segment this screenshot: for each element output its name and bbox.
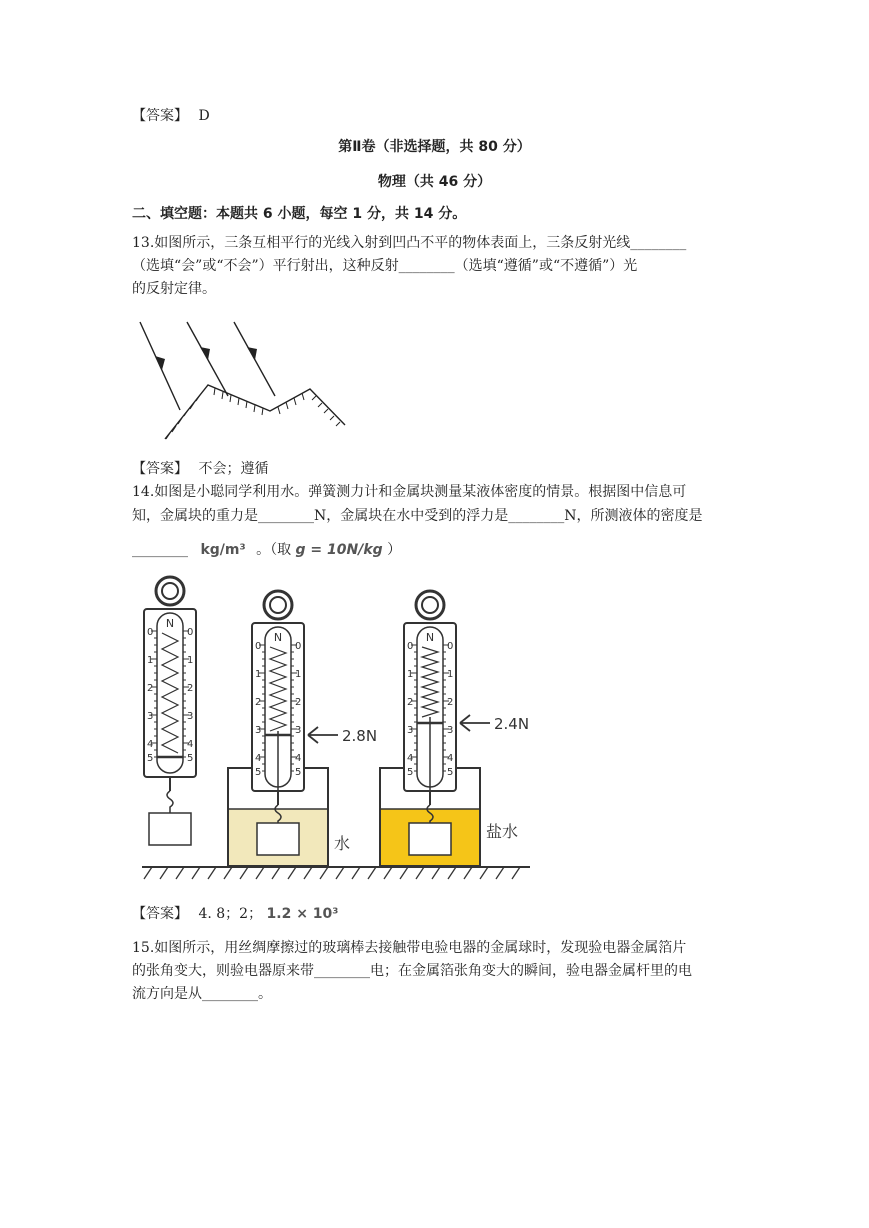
svg-text:3: 3 — [147, 711, 154, 722]
svg-text:0: 0 — [147, 627, 154, 638]
svg-text:0: 0 — [255, 641, 262, 652]
rough-surface — [165, 385, 345, 439]
svg-text:0: 0 — [407, 641, 414, 652]
section-heading: 二、填空题：本题共 6 小题，每空 1 分，共 14 分。 — [132, 206, 467, 222]
q13-line-2: （选填“会”或“不会”）平行射出，这种反射________（选填“遵循”或“不遵循”）光 — [132, 258, 638, 274]
metal-block-water — [257, 823, 299, 855]
liquid-label-saltwater: 盐水 — [486, 822, 519, 841]
q12-answer: D — [198, 108, 210, 124]
ray-arrow-2 — [200, 347, 210, 360]
metal-block-saltwater — [409, 823, 451, 855]
q15-line-2: 的张角变大，则验电器原来带________电；在金属箔张角变大的瞬间，验电器金属杆里的电 — [132, 963, 692, 979]
svg-text:3: 3 — [407, 725, 414, 736]
svg-text:4: 4 — [447, 753, 454, 764]
spring-scale-figure — [130, 575, 540, 887]
svg-text:4: 4 — [295, 753, 302, 764]
ray-arrow-3 — [247, 347, 257, 360]
unit-symbol: N — [165, 617, 175, 630]
svg-text:0: 0 — [187, 627, 194, 638]
svg-text:5: 5 — [255, 767, 262, 778]
q13-answer-line — [132, 459, 268, 479]
svg-text:3: 3 — [447, 725, 454, 736]
svg-text:2: 2 — [255, 697, 262, 708]
liquid-label-water: 水 — [334, 834, 351, 853]
answer-label: 【答案】 — [132, 906, 188, 922]
svg-text:5: 5 — [187, 753, 194, 764]
q14-answer-density: 1.2 × 10³ — [266, 906, 339, 922]
q15-line-3: 流方向是从________。 — [132, 986, 272, 1002]
metal-block-air — [149, 813, 191, 845]
density-unit: kg/m³ — [200, 542, 246, 558]
q14-answer-text: 4. 8；2； — [198, 906, 263, 922]
q14-line-2: 知，金属块的重力是________N，金属块在水中受到的浮力是________N，所测液体的密度是 — [132, 508, 703, 524]
svg-text:1: 1 — [407, 669, 414, 680]
svg-text:4: 4 — [187, 739, 194, 750]
ray-arrow-1 — [155, 356, 165, 370]
reading-saltwater: 2.4N — [494, 715, 530, 733]
svg-text:4: 4 — [255, 753, 262, 764]
svg-text:N: N — [425, 631, 435, 644]
svg-text:1: 1 — [255, 669, 262, 680]
ground — [142, 867, 530, 879]
svg-text:2: 2 — [447, 697, 454, 708]
svg-text:3: 3 — [295, 725, 302, 736]
answer-label: 【答案】 — [132, 461, 188, 477]
subject-title: 物理（共 46 分） — [377, 174, 492, 190]
q14-line3-mid: 。（取 — [256, 542, 292, 558]
svg-text:2: 2 — [187, 683, 194, 694]
answer-label: 【答案】 — [132, 108, 188, 124]
reading-water: 2.8N — [342, 727, 378, 745]
svg-text:5: 5 — [447, 767, 454, 778]
svg-text:4: 4 — [407, 753, 414, 764]
q14-answer-line — [132, 904, 338, 924]
svg-text:3: 3 — [187, 711, 194, 722]
svg-text:2: 2 — [407, 697, 414, 708]
svg-text:5: 5 — [147, 753, 154, 764]
q14-line3-end: ） — [387, 542, 402, 558]
svg-text:1: 1 — [187, 655, 194, 666]
svg-text:2: 2 — [147, 683, 154, 694]
diffuse-reflection-figure — [130, 312, 360, 447]
spring-scale-air — [144, 577, 196, 845]
q13-line-1: 13.如图所示，三条互相平行的光线入射到凹凸不平的物体表面上，三条反射光线________ — [132, 235, 687, 251]
svg-text:N: N — [273, 631, 283, 644]
svg-text:2: 2 — [295, 697, 302, 708]
q14-line-1: 14.如图是小聪同学利用水。弹簧测力计和金属块测量某液体密度的情景。根据图中信息可 — [132, 484, 687, 500]
part-title: 第Ⅱ卷（非选择题，共 80 分） — [338, 139, 531, 155]
density-blank: ________ — [132, 542, 188, 558]
q13-line-3: 的反射定律。 — [132, 281, 216, 297]
svg-text:0: 0 — [295, 641, 302, 652]
svg-text:4: 4 — [147, 739, 154, 750]
q14-line-3 — [132, 540, 401, 560]
svg-text:3: 3 — [255, 725, 262, 736]
svg-text:1: 1 — [147, 655, 154, 666]
svg-text:0: 0 — [447, 641, 454, 652]
svg-text:1: 1 — [295, 669, 302, 680]
g-value: g = 10N/kg — [295, 542, 383, 558]
q15-line-1: 15.如图所示，用丝绸摩擦过的玻璃棒去接触带电验电器的金属球时，发现验电器金属箔片 — [132, 940, 687, 956]
q13-answer: 不会；遵循 — [198, 461, 269, 477]
q12-answer-line — [132, 106, 210, 126]
svg-text:5: 5 — [407, 767, 414, 778]
svg-text:5: 5 — [295, 767, 302, 778]
svg-text:1: 1 — [447, 669, 454, 680]
